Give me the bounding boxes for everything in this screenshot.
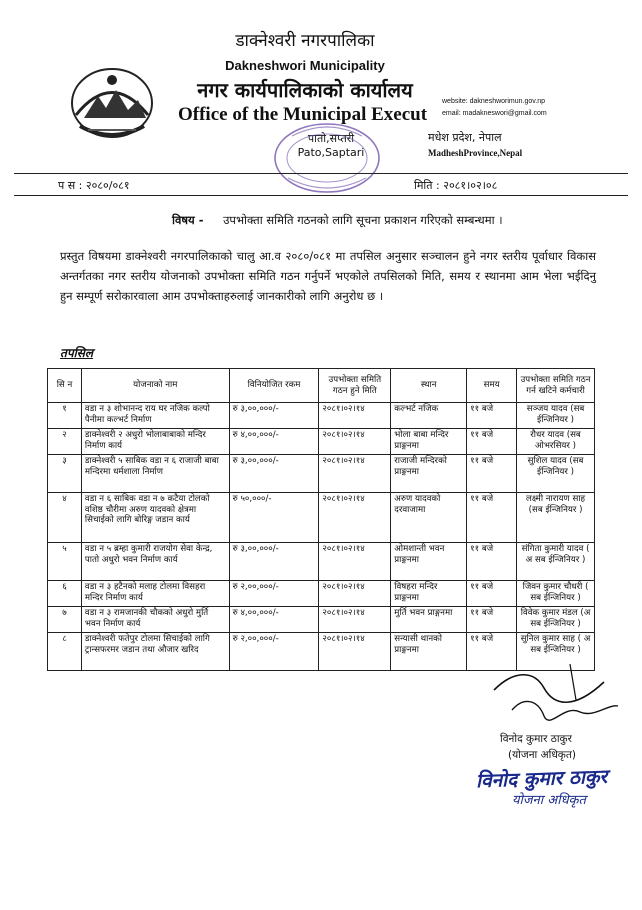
header-cell: समय bbox=[467, 369, 517, 403]
time-cell: ११ बजे bbox=[467, 581, 517, 607]
project-cell: डाक्नेश्वरी फतेपुर टोलमा सिचाईको लागि ट्रान्सफरमर जडान तथा औजार खरिद bbox=[81, 633, 229, 671]
header-cell: सि न bbox=[48, 369, 82, 403]
place-np: पातो,सप्तरी bbox=[307, 132, 355, 145]
staff-cell: सुनिल कुमार साह ( अ सब ईन्जिनियर ) bbox=[517, 633, 595, 671]
signatory-role: (योजना अधिकृत) bbox=[508, 749, 576, 761]
venue-cell: विषहरा मन्दिर प्राङ्गनमा bbox=[391, 581, 467, 607]
header-cell: स्थान bbox=[391, 369, 467, 403]
table-header-row bbox=[48, 369, 595, 403]
time-cell: ११ बजे bbox=[467, 633, 517, 671]
subject-text: उपभोक्ता समिति गठनको लागि सूचना प्रकाशन गरिएको सम्बन्धमा । bbox=[223, 213, 503, 227]
venue-cell: भोला बाबा मन्दिर प्राङ्गनमा bbox=[391, 429, 467, 455]
header-cell: उपभोक्ता समिति गठन गर्न खटिने कर्मचारी bbox=[517, 369, 595, 403]
amount-cell: रु ३,००,०००/- bbox=[229, 403, 319, 429]
header-cell: विनियोजित रकम bbox=[229, 369, 319, 403]
signature-icon bbox=[484, 660, 624, 732]
date-cell: २०८१।०२।१४ bbox=[319, 403, 391, 429]
venue-cell: अरुण यादवको दरवाजामा bbox=[391, 493, 467, 543]
venue-cell: सन्यासी थानको प्राङ्गनमा bbox=[391, 633, 467, 671]
amount-cell: रु ४,००,०००/- bbox=[229, 607, 319, 633]
header-cell: उपभोक्ता समिति गठन हुने मिति bbox=[319, 369, 391, 403]
serial-cell: ७ bbox=[48, 607, 82, 633]
place-en: Pato,Saptari bbox=[297, 146, 365, 159]
header-cell: योजनाको नाम bbox=[81, 369, 229, 403]
project-cell: वडा न ५ ब्रम्हा कुमारी राजयोग सेवा केन्द्र, पातो अधुरो भवन निर्माण कार्य bbox=[81, 543, 229, 581]
divider-top bbox=[14, 173, 628, 174]
serial-cell: २ bbox=[48, 429, 82, 455]
municipality-name-np: डाक्नेश्वरी नगरपालिका bbox=[235, 31, 375, 51]
schedule-title: तपसिल bbox=[60, 346, 94, 360]
divider-bottom bbox=[14, 195, 628, 196]
municipality-emblem-icon bbox=[66, 60, 158, 146]
date-cell: २०८१।०२।१४ bbox=[319, 581, 391, 607]
letter-date: मिति : २०८१।०२।०८ bbox=[414, 179, 498, 192]
table-row bbox=[48, 455, 595, 493]
table-row bbox=[48, 581, 595, 607]
subject-line bbox=[172, 213, 503, 228]
amount-cell: रु २,००,०००/- bbox=[229, 581, 319, 607]
date-cell: २०८१।०२।१४ bbox=[319, 543, 391, 581]
staff-cell: जिवन कुमार चौधरी ( सब ईन्जिनियर ) bbox=[517, 581, 595, 607]
date-cell: २०८१।०२।१४ bbox=[319, 455, 391, 493]
handwritten-name: विनोद कुमार ठाकुर bbox=[475, 765, 608, 793]
time-cell: ११ बजे bbox=[467, 493, 517, 543]
staff-cell: विवेक कुमार मंडल (अ सब ईन्जिनियर ) bbox=[517, 607, 595, 633]
amount-cell: रु २,००,०००/- bbox=[229, 633, 319, 671]
venue-cell: कल्भर्ट नजिक bbox=[391, 403, 467, 429]
serial-cell: १ bbox=[48, 403, 82, 429]
project-cell: वडा न ३ शोभानन्द राय घर नजिक कल्पो पैनीमा कल्भर्ट निर्माण bbox=[81, 403, 229, 429]
venue-cell: मुर्ति भवन प्राङ्गनमा bbox=[391, 607, 467, 633]
website-text: website: dakneshworimun.gov.np bbox=[442, 98, 545, 105]
office-name-en: Office of the Municipal Execut bbox=[178, 104, 428, 125]
serial-cell: ५ bbox=[48, 543, 82, 581]
reference-number: प स : २०८०/०८१ bbox=[58, 179, 130, 192]
venue-cell: ओमशान्ती भवन प्राङ्गनमा bbox=[391, 543, 467, 581]
serial-cell: ३ bbox=[48, 455, 82, 493]
date-cell: २०८१।०२।१४ bbox=[319, 493, 391, 543]
province-np: मधेश प्रदेश, नेपाल bbox=[428, 131, 502, 144]
date-cell: २०८१।०२।१४ bbox=[319, 429, 391, 455]
signatory-name: विनोद कुमार ठाकुर bbox=[500, 733, 572, 745]
date-cell: २०८१।०२।१४ bbox=[319, 607, 391, 633]
table-row bbox=[48, 493, 595, 543]
serial-cell: ६ bbox=[48, 581, 82, 607]
email-text: email: madakneswori@gmail.com bbox=[442, 110, 547, 117]
staff-cell: लक्ष्मी नारायण साह (सब ईन्जिनियर ) bbox=[517, 493, 595, 543]
project-cell: वडा न ३ हटैनको मलाह टोलमा विसहरा मन्दिर निर्माण कार्य bbox=[81, 581, 229, 607]
amount-cell: रु ३,००,०००/- bbox=[229, 543, 319, 581]
table-row bbox=[48, 543, 595, 581]
body-paragraph: प्रस्तुत विषयमा डाक्नेश्वरी नगरपालिकाको चालु आ.व २०८०/०८१ मा तपसिल अनुसार सञ्चालन हुने नगर स्तरीय पूर्वाधार विकास अन्तर्गतका नगर स्तरीय योजनाको उपभोक्ता समिति गठन गर्नुपर्ने भएकोले तपसिलको मिति, समय र स्थानमा आम भेला भईदिनु हुन सम्पूर्ण सरोकारवाला आम उपभोक्ताहरुलाई जानकारीको लागि अनुरोध छ । bbox=[60, 249, 596, 303]
staff-cell: संगिता कुमारी यादव ( अ सब ईन्जिनियर ) bbox=[517, 543, 595, 581]
schedule-table bbox=[47, 368, 595, 671]
time-cell: ११ बजे bbox=[467, 455, 517, 493]
amount-cell: रु ४,००,०००/- bbox=[229, 429, 319, 455]
serial-cell: ८ bbox=[48, 633, 82, 671]
time-cell: ११ बजे bbox=[467, 429, 517, 455]
staff-cell: रौधर यादव (सब ओभरसियर ) bbox=[517, 429, 595, 455]
table-row bbox=[48, 607, 595, 633]
table-row bbox=[48, 429, 595, 455]
serial-cell: ४ bbox=[48, 493, 82, 543]
official-stamp-icon bbox=[268, 118, 386, 198]
project-cell: वडा न ३ रामजानकी चौकको अधुरो मुर्ति भवन निर्माण कार्य bbox=[81, 607, 229, 633]
date-cell: २०८१।०२।१४ bbox=[319, 633, 391, 671]
amount-cell: रु ५०,०००/- bbox=[229, 493, 319, 543]
time-cell: ११ बजे bbox=[467, 607, 517, 633]
amount-cell: रु ३,००,०००/- bbox=[229, 455, 319, 493]
project-cell: डाक्नेश्वरी ५ साबिक वडा न ६ राजाजी बाबा मन्दिरमा धर्मशाला निर्माण bbox=[81, 455, 229, 493]
handwritten-role: योजना अधिकृत bbox=[512, 793, 586, 808]
time-cell: ११ बजे bbox=[467, 543, 517, 581]
project-cell: डाक्नेश्वरी २ अधुरो भोलाबाबाको मन्दिर निर्माण कार्य bbox=[81, 429, 229, 455]
province-en: MadheshProvince,Nepal bbox=[428, 148, 523, 158]
table-row bbox=[48, 403, 595, 429]
municipality-name-en: Dakneshwori Municipality bbox=[225, 58, 385, 73]
project-cell: वडा न ६ साबिक वडा न ७ कटैया टोलको वशिष्ठ चौरीमा अरुण यादवको क्षेत्रमा सिचाईको लागि बोरिङ्ग जडान कार्य bbox=[81, 493, 229, 543]
time-cell: ११ बजे bbox=[467, 403, 517, 429]
office-name-np: नगर कार्यपालिकाको कार्यालय bbox=[197, 78, 413, 102]
staff-cell: सुशिल यादव (सब ईन्जिनियर ) bbox=[517, 455, 595, 493]
venue-cell: राजाजी मन्दिरको प्राङ्गनमा bbox=[391, 455, 467, 493]
staff-cell: सञ्जय यादव (सब ईन्जिनियर ) bbox=[517, 403, 595, 429]
subject-label: विषय - bbox=[172, 213, 204, 227]
